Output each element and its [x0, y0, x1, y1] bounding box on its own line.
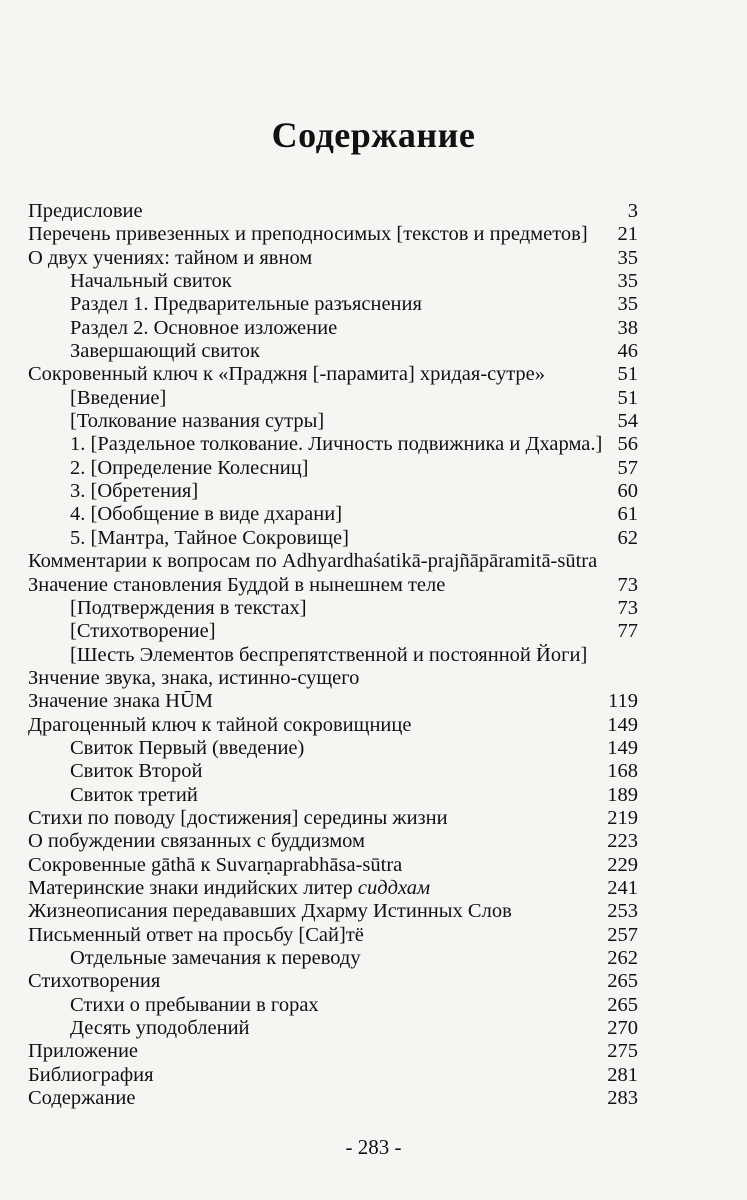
toc-entry-title: Материнские знаки индийских литер сиддхам — [28, 876, 431, 899]
toc-entry — [28, 877, 638, 900]
toc-entry-page: 51 — [617, 363, 638, 386]
toc-entry-title: 5. [Мантра, Тайное Сокровище] — [70, 526, 349, 549]
toc-entry-title: Жизнеописания передававших Дхарму Истинных Слов — [28, 900, 512, 923]
table-of-contents — [28, 200, 638, 1110]
toc-entry — [28, 433, 638, 456]
toc-entry-title: 4. [Обобщение в виде дхарани] — [70, 503, 343, 526]
toc-entry-page: 253 — [607, 900, 638, 923]
toc-entry-title: Стихи по поводу [достижения] середины жизни — [28, 806, 448, 829]
toc-entry-page: 223 — [607, 830, 638, 853]
toc-entry — [28, 247, 638, 270]
toc-entry — [28, 760, 638, 783]
italic-term: сиддхам — [357, 876, 431, 899]
toc-entry-page: 119 — [608, 690, 638, 713]
toc-entry — [28, 597, 638, 620]
toc-entry — [28, 574, 638, 597]
toc-entry-title: Комментарии к вопросам по Adhyardhaśatikā-prajñāpāramitā-sūtra — [28, 550, 598, 573]
toc-entry — [28, 1040, 638, 1063]
toc-entry — [28, 1017, 638, 1040]
toc-entry-title: Свиток Второй — [70, 760, 203, 783]
toc-entry-title: Библиография — [28, 1063, 154, 1086]
toc-entry — [28, 807, 638, 830]
toc-entry — [28, 714, 638, 737]
toc-entry-page: 283 — [607, 1087, 638, 1110]
toc-entry-page: 77 — [617, 620, 638, 643]
toc-entry-title: [Шесть Элементов беспрепятственной и постоянной Йоги] — [70, 643, 588, 666]
toc-entry-title: [Толкование названия сутры] — [70, 410, 325, 433]
toc-entry-page: 168 — [607, 760, 638, 783]
page-number: - 283 - — [345, 1135, 402, 1159]
toc-entry — [28, 270, 638, 293]
toc-entry-page: 56 — [617, 433, 638, 456]
toc-entry — [28, 317, 638, 340]
toc-entry-title: Значение становления Буддой в нынешнем теле — [28, 573, 446, 596]
toc-entry-page: 241 — [607, 876, 638, 899]
toc-entry-page: 54 — [617, 410, 638, 433]
toc-entry-title: Приложение — [28, 1040, 139, 1063]
toc-entry-title: Драгоценный ключ к тайной сокровищнице — [28, 713, 412, 736]
toc-entry — [28, 667, 638, 690]
toc-entry-page: 62 — [617, 526, 638, 549]
toc-entry-page: 219 — [607, 806, 638, 829]
toc-entry-page: 46 — [617, 340, 638, 363]
toc-entry-page: 57 — [617, 456, 638, 479]
toc-entry-title: Перечень привезенных и преподносимых [текстов и предметов] — [28, 223, 588, 246]
toc-entry-title: Сокровенные gāthā к Suvarṇaprabhāsa-sūtra — [28, 853, 403, 876]
page-title: Содержание — [271, 115, 476, 155]
toc-entry-title: 1. [Раздельное толкование. Личность подвижника и Дхарма.] — [70, 433, 603, 456]
toc-entry-page: 60 — [617, 480, 638, 503]
toc-entry — [28, 200, 638, 223]
toc-entry-page: 262 — [607, 947, 638, 969]
toc-entry-title: Письменный ответ на просьбу [Сай]тё — [28, 923, 364, 946]
toc-entry — [28, 340, 638, 363]
toc-entry-title: Завершающий свиток — [70, 340, 260, 363]
toc-entry — [28, 947, 638, 970]
toc-entry-page: 73 — [617, 573, 638, 596]
toc-entry — [28, 410, 638, 433]
toc-entry — [28, 527, 638, 550]
toc-entry-page: 229 — [607, 853, 638, 876]
toc-entry-title: Начальный свиток — [70, 270, 232, 293]
toc-entry — [28, 387, 638, 410]
toc-entry-page: 149 — [607, 736, 638, 759]
toc-entry-title: [Стихотворение] — [70, 620, 216, 643]
toc-entry — [28, 900, 638, 923]
toc-entry — [28, 480, 638, 503]
toc-entry-page: 21 — [617, 223, 638, 246]
toc-entry-page: 38 — [617, 316, 638, 339]
toc-entry — [28, 1087, 638, 1110]
toc-entry — [28, 223, 638, 246]
toc-entry — [28, 970, 638, 993]
toc-entry — [28, 737, 638, 760]
toc-entry — [28, 1064, 638, 1087]
toc-entry-page: 275 — [607, 1040, 638, 1063]
toc-entry-title: Значение знака HŪM — [28, 690, 213, 713]
toc-entry-page: 189 — [607, 783, 638, 806]
toc-entry-page: 149 — [607, 713, 638, 736]
toc-entry-page: 51 — [617, 386, 638, 409]
toc-entry — [28, 994, 638, 1017]
toc-entry-title: Содержание — [28, 1087, 136, 1110]
toc-entry-page: 35 — [617, 293, 638, 316]
toc-entry — [28, 363, 638, 386]
toc-entry — [28, 830, 638, 853]
toc-entry-title: О двух учениях: тайном и явном — [28, 246, 313, 269]
toc-entry-title: Десять уподоблений — [70, 1017, 250, 1040]
toc-entry — [28, 293, 638, 316]
toc-entry — [28, 550, 638, 573]
toc-entry-title: [Подтверждения в текстах] — [70, 596, 307, 619]
toc-entry-title: О побуждении связанных с буддизмом — [28, 830, 366, 853]
toc-entry — [28, 690, 638, 713]
toc-entry-page: 265 — [607, 993, 638, 1016]
toc-entry-title: Свиток третий — [70, 783, 198, 806]
toc-entry-title: 3. [Обретения] — [70, 480, 199, 503]
toc-entry — [28, 854, 638, 877]
toc-entry-page: 281 — [607, 1063, 638, 1086]
toc-entry-title: Стихи о пребывании в горах — [70, 993, 319, 1016]
toc-entry — [28, 620, 638, 643]
toc-entry — [28, 644, 638, 667]
toc-entry-title: Раздел 2. Основное изложение — [70, 316, 338, 339]
toc-entry-page: 270 — [607, 1017, 638, 1040]
toc-entry-page: 61 — [617, 503, 638, 526]
toc-entry-title: [Введение] — [70, 386, 167, 409]
toc-entry-title: Свиток Первый (введение) — [70, 736, 305, 759]
toc-entry — [28, 457, 638, 480]
toc-entry — [28, 924, 638, 947]
toc-entry-title: Стихотворения — [28, 970, 161, 993]
toc-entry-title: 2. [Определение Колесниц] — [70, 456, 309, 479]
toc-entry-title: Отдельные замечания к переводу — [70, 947, 361, 969]
toc-entry-title: Раздел 1. Предварительные разъяснения — [70, 293, 422, 316]
toc-entry-page: 35 — [617, 270, 638, 293]
toc-entry-page: 35 — [617, 246, 638, 269]
toc-entry-title: Знчение звука, знака, истинно-сущего — [28, 666, 360, 689]
toc-entry — [28, 503, 638, 526]
toc-entry — [28, 784, 638, 807]
toc-entry-page: 3 — [627, 200, 638, 222]
toc-entry-page: 265 — [607, 970, 638, 993]
toc-entry-title: Предисловие — [28, 200, 143, 222]
toc-entry-title: Сокровенный ключ к «Праджня [-парамита] хридая-сутре» — [28, 363, 546, 386]
toc-entry-page: 73 — [617, 596, 638, 619]
toc-entry-page: 257 — [607, 923, 638, 946]
